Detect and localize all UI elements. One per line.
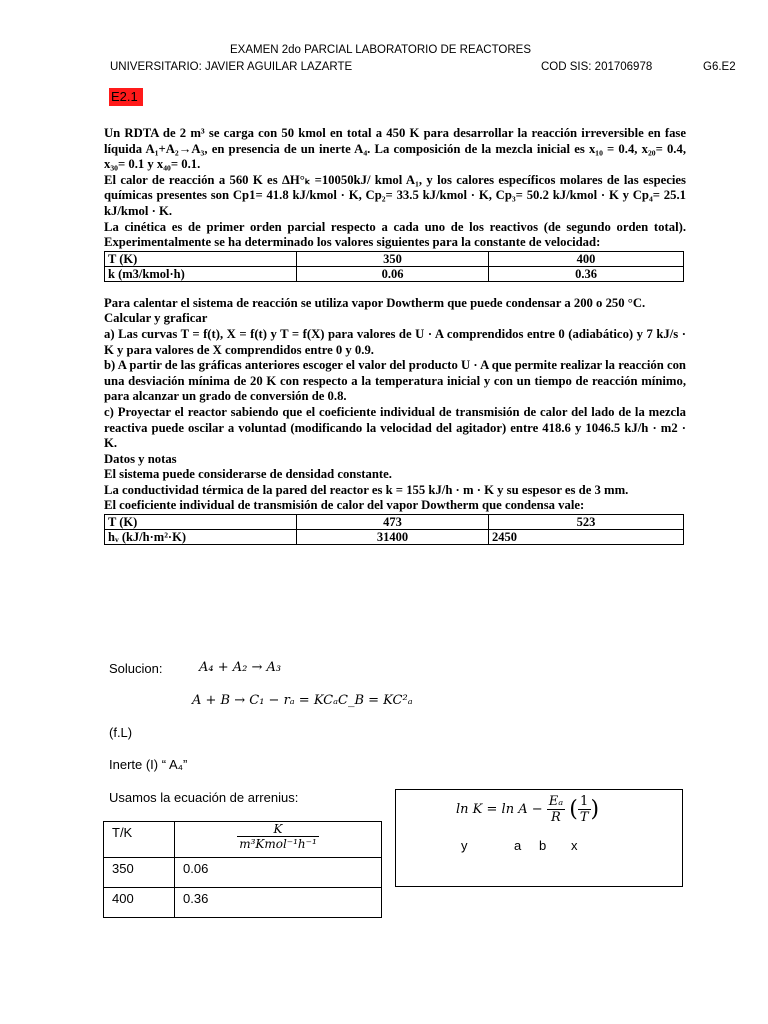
k-units-fraction <box>237 822 319 851</box>
group-label: G6.E2 <box>703 61 736 73</box>
problem-paragraph: El sistema puede considerarse de densidad constante. <box>104 467 392 482</box>
table-row <box>104 822 382 858</box>
variable-label-b: b <box>539 838 547 853</box>
table-cell: hᵥ (kJ/h·m²·K) <box>105 530 297 545</box>
table-row <box>105 266 684 281</box>
fraction-denominator: m³Kmol⁻¹h⁻¹ <box>239 837 317 851</box>
ea-over-r-fraction <box>547 794 565 825</box>
table-cell: T (K) <box>105 251 297 266</box>
solution-label: Solucion: <box>109 661 163 676</box>
problem-paragraph: Un RDTA de 2 m³ se carga con 50 kmol en total a 450 K para desarrollar la reacción irreversible en fase líquida A₁+A₂→A₃, en presencia de un inerte A₄. La composición de la mezcla inicial es x₁₀ = 0.4, x₂₀= 0.4, x₃₀= 0.1 y x₄₀= 0.1. <box>104 126 686 172</box>
phase-note: (f.L) <box>109 725 133 740</box>
table-cell: k (m3/kmol·h) <box>105 266 297 281</box>
problem-statement <box>104 126 686 545</box>
exam-title: EXAMEN 2do PARCIAL LABORATORIO DE REACTORES <box>230 44 532 56</box>
table-cell: 0.36 <box>175 888 382 918</box>
table-row <box>104 858 382 888</box>
table-row <box>105 251 684 266</box>
table-row <box>104 888 382 918</box>
problem-paragraph: Datos y notas <box>104 451 177 466</box>
fraction-numerator: K <box>237 822 319 837</box>
table-cell: 400 <box>489 251 684 266</box>
problem-paragraph: La cinética es de primer orden parcial respecto a cada uno de los reactivos (de segundo orden total). Experimentalmente se ha determinado los valores siguientes para la constante de velocidad: <box>104 219 686 250</box>
table-cell: 2450 <box>489 530 684 545</box>
inverse-t-fraction <box>578 794 591 825</box>
rate-constant-table <box>104 251 684 282</box>
fraction-numerator: 1 <box>578 794 591 810</box>
problem-paragraph: b) A partir de las gráficas anteriores escoger el valor del producto U · A que permite realizar la reacción con una desviación mínima de 20 K con respecto a la temperatura inicial y con un tiempo de reacción mínimo, para alcanzar un grado de conversión de 0.8. <box>104 358 686 404</box>
arrhenius-intro: Usamos la ecuación de arrenius: <box>109 790 299 805</box>
equation-left: ln K = ln A − <box>456 802 543 817</box>
table-header-cell <box>175 822 382 858</box>
table-cell: 473 <box>297 515 489 530</box>
problem-paragraph: Calcular y graficar <box>104 311 208 326</box>
variable-label-a: a <box>514 838 522 853</box>
variable-label-x: x <box>571 838 578 853</box>
dowtherm-coefficient-table <box>104 514 684 545</box>
table-cell: 400 <box>104 888 175 918</box>
student-code: COD SIS: 201706978 <box>541 61 653 73</box>
arrhenius-equation: ln K = ln A − $\frac{\text{Eₐ}}{R}$ ( $\frac{1}{T}$ ) <box>456 794 600 825</box>
table-cell: 350 <box>104 858 175 888</box>
problem-paragraph: El calor de reacción a 560 K es ΔH°ₖ =10050kJ/ kmol A₁, y los calores específicos molares de las especies químicas presentes son Cp1= 41.8 kJ/kmol · K, Cp₂= 33.5 kJ/kmol · K, Cp₃= 50.2 kJ/kmol · K y Cp₄= 25.1 kJ/kmol · K. <box>104 172 686 218</box>
problem-paragraph: El coeficiente individual de transmisión de calor del vapor Dowtherm que condensa vale: <box>104 498 585 513</box>
table-cell: 0.36 <box>489 266 684 281</box>
k-values-table <box>103 821 382 918</box>
table-cell: 0.06 <box>297 266 489 281</box>
table-cell: 0.06 <box>175 858 382 888</box>
inert-note: Inerte (I) “ A₄” <box>109 757 188 772</box>
table-cell: 523 <box>489 515 684 530</box>
exercise-tag: E2.1 <box>109 88 143 106</box>
reaction-equation: A₄ + A₂ → A₃ <box>199 660 282 675</box>
problem-paragraph: c) Proyectar el reactor sabiendo que el coeficiente individual de transmisión de calor del lado de la mezcla reactiva puede oscilar a voluntad (modificando la velocidad del agitador) entre 418.6 y 1046.5 kJ/h · m2 · K. <box>104 404 686 451</box>
student-name: UNIVERSITARIO: JAVIER AGUILAR LAZARTE <box>110 61 353 73</box>
table-row <box>105 515 684 530</box>
problem-paragraph: La conductividad térmica de la pared del reactor es k = 155 kJ/h · m · K y su espesor es de 3 mm. <box>104 482 629 497</box>
table-header-cell: T/K <box>104 822 175 858</box>
rate-equation: A + B → C₁ − rₐ = KCₐC_B = KC²ₐ <box>192 693 413 708</box>
table-cell: T (K) <box>105 515 297 530</box>
table-cell: 350 <box>297 251 489 266</box>
fraction-numerator: Eₐ <box>548 794 564 809</box>
variable-label-y: y <box>461 838 468 853</box>
fraction-denominator: T <box>579 810 589 825</box>
table-cell: 31400 <box>297 530 489 545</box>
table-row <box>105 530 684 545</box>
fraction-denominator: R <box>551 810 561 825</box>
arrhenius-box <box>395 789 683 887</box>
problem-paragraph: Para calentar el sistema de reacción se utiliza vapor Dowtherm que puede condensar a 200 o 250 °C. <box>104 295 646 310</box>
problem-paragraph: a) Las curvas T = f(t), X = f(t) y T = f(X) para valores de U · A comprendidos entre 0 (adiabático) y 7 kJ/s · K y para valores de X comprendidos entre 0 y 0.9. <box>104 326 686 357</box>
